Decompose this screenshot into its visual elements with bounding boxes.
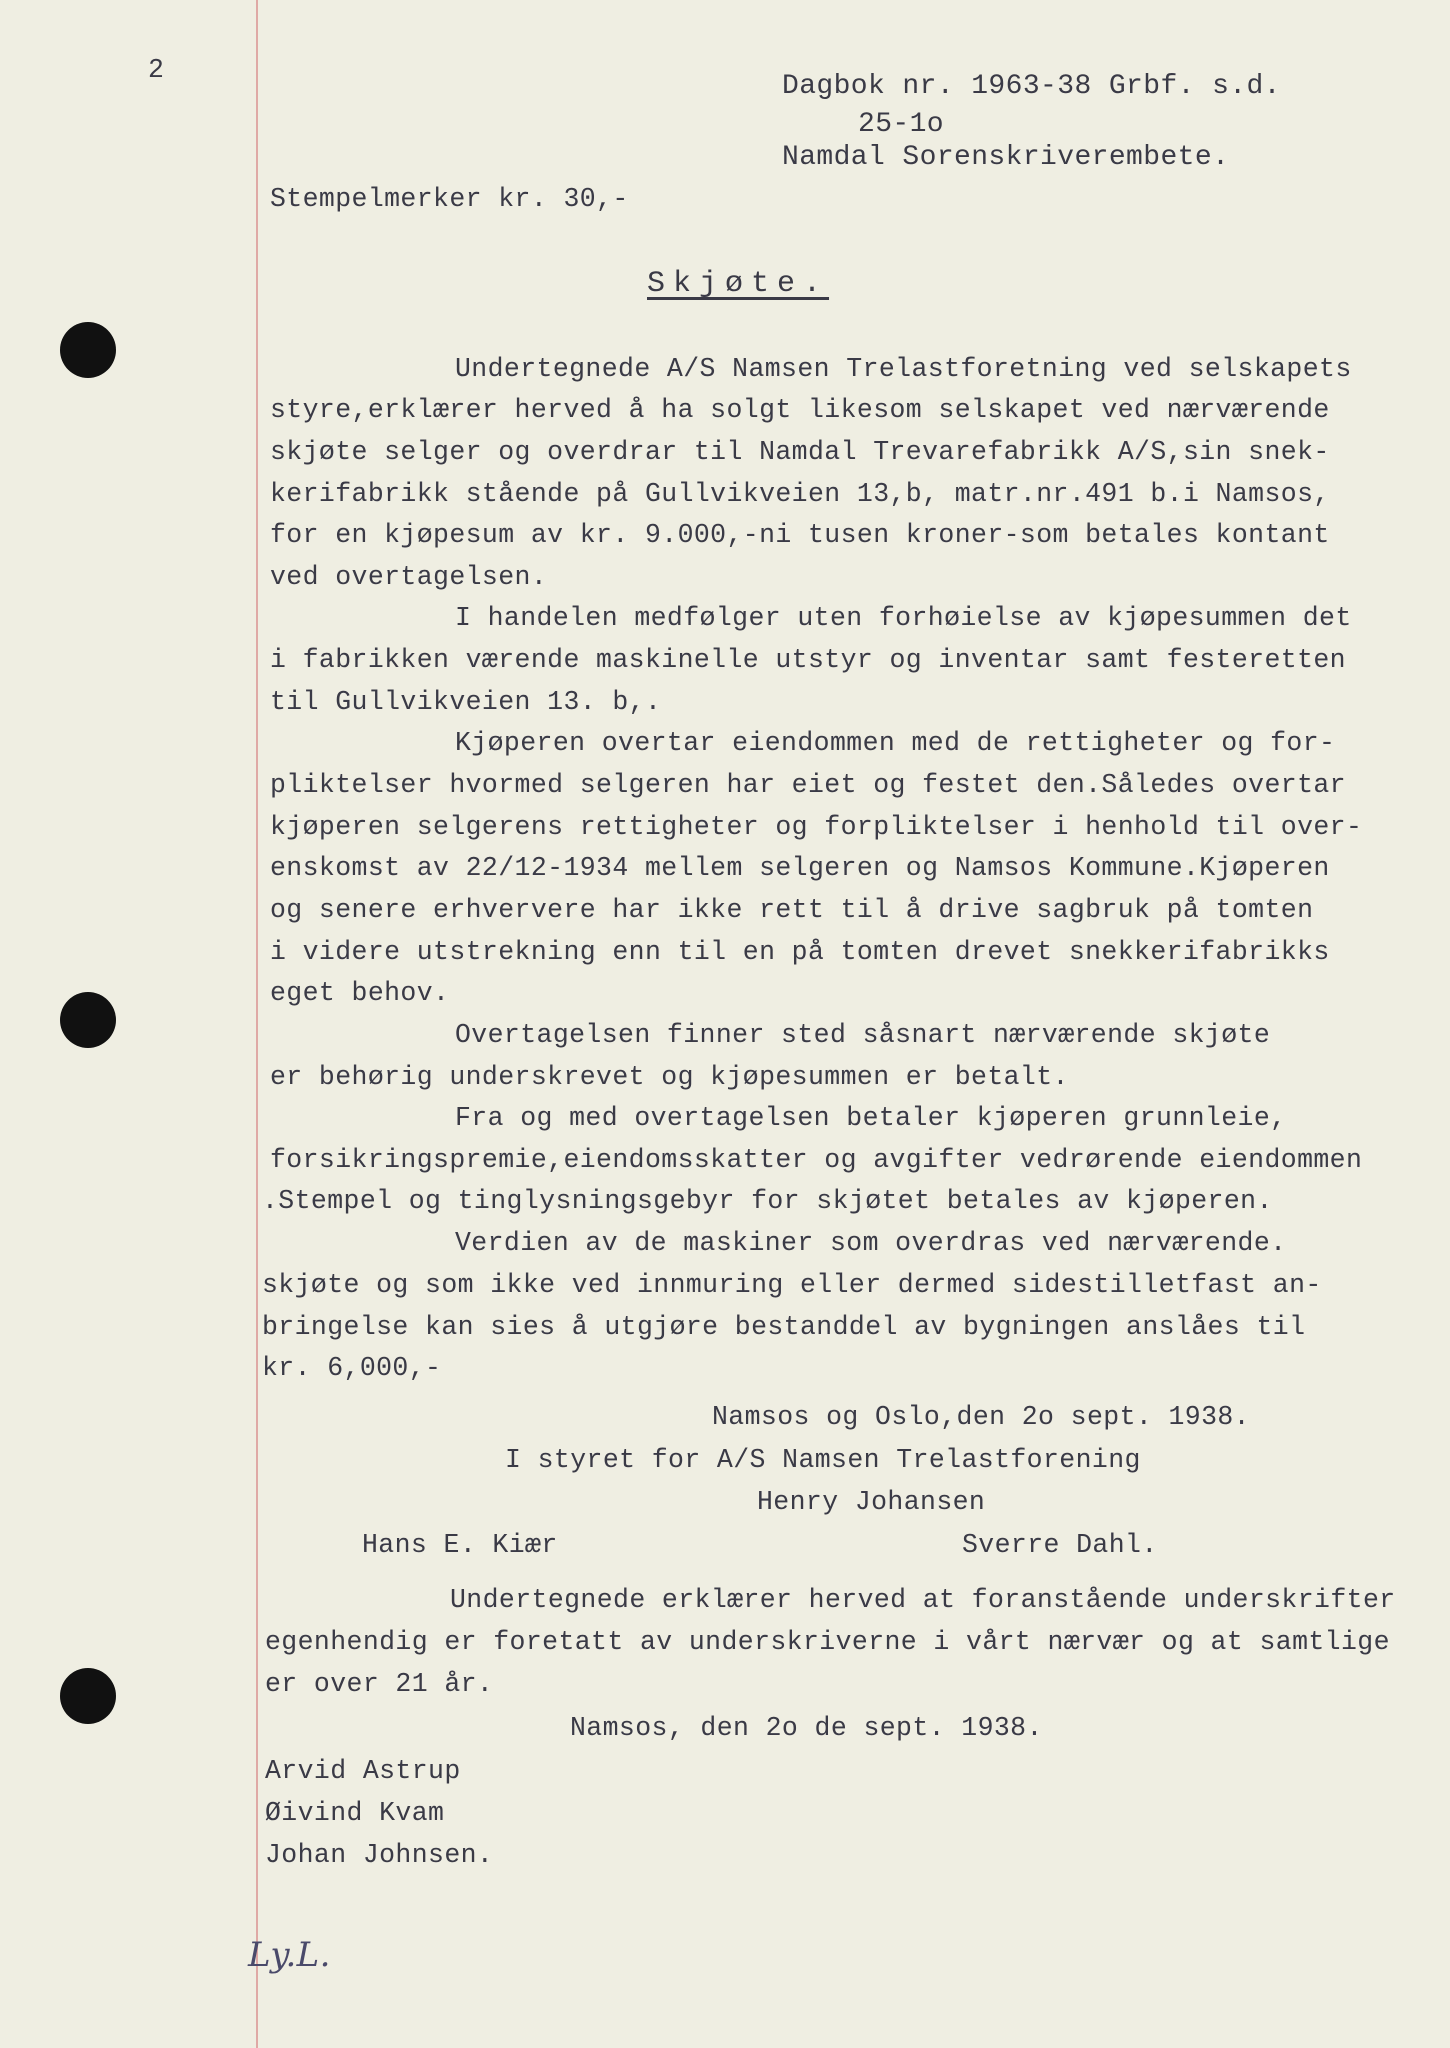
deed-line: ved overtagelsen. [270, 562, 548, 592]
signer-sverre-dahl: Sverre Dahl. [962, 1530, 1158, 1560]
deed-line: er behørig underskrevet og kjøpesummen er betalt. [270, 1062, 1069, 1092]
deed-line: bringelse kan sies å utgjøre bestanddel av bygningen anslåes til [262, 1312, 1306, 1342]
punch-hole-bottom [60, 1668, 116, 1724]
witness-name: Øivind Kvam [265, 1798, 445, 1828]
margin-rule [256, 0, 258, 2048]
witness-declaration-line: Undertegnede erklærer herved at foranstående underskrifter [450, 1585, 1396, 1615]
deed-line: styre,erklærer herved å ha solgt likesom selskapet ved nærværende [270, 395, 1330, 425]
deed-line: Fra og med overtagelsen betaler kjøperen grunnleie, [455, 1103, 1287, 1133]
witness-declaration-line: egenhendig er foretatt av underskriverne i vårt nærvær og at samtlige [265, 1627, 1390, 1657]
deed-line: forsikringspremie,eiendomsskatter og avgifter vedrørende eiendommen [270, 1145, 1363, 1175]
witness-declaration-line: er over 21 år. [265, 1669, 494, 1699]
signer-henry-johansen: Henry Johansen [757, 1487, 986, 1517]
deed-line: eget behov. [270, 978, 450, 1008]
punch-hole-middle [60, 992, 116, 1048]
deed-line: Undertegnede A/S Namsen Trelastforetning ved selskapets [455, 354, 1352, 384]
journal-number: Dagbok nr. 1963-38 Grbf. s.d. [782, 71, 1281, 102]
stamp-fee: Stempelmerker kr. 30,- [270, 184, 629, 214]
deed-line: skjøte selger og overdrar til Namdal Trevarefabrikk A/S,sin snek- [270, 437, 1330, 467]
deed-line: Verdien av de maskiner som overdras ved nærværende. [455, 1228, 1287, 1258]
deed-line: Kjøperen overtar eiendommen med de rettigheter og for- [455, 728, 1336, 758]
handwritten-initials: Ly.L. [248, 1935, 331, 1975]
deed-line: Overtagelsen finner sted såsnart nærværende skjøte [455, 1020, 1271, 1050]
signer-hans-kiaer: Hans E. Kiær [362, 1530, 558, 1560]
board-line: I styret for A/S Namsen Trelastforening [505, 1445, 1141, 1475]
deed-line: i fabrikken værende maskinelle utstyr og inventar samt festeretten [270, 645, 1346, 675]
document-title: Skjøte. [647, 267, 830, 301]
deed-line: kjøperen selgerens rettigheter og forpliktelser i henhold til over- [270, 812, 1363, 842]
punch-hole-top [60, 322, 116, 378]
witness-name: Johan Johnsen. [265, 1840, 494, 1870]
journal-date: 25-1o [858, 109, 945, 140]
deed-line: til Gullvikveien 13. b,. [270, 687, 662, 717]
deed-line: kerifabrikk stående på Gullvikveien 13,b, matr.nr.491 b.i Namsos, [270, 479, 1330, 509]
place-date-signing: Namsos og Oslo,den 2o sept. 1938. [712, 1402, 1250, 1432]
deed-line: enskomst av 22/12-1934 mellem selgeren og Namsos Kommune.Kjøperen [270, 853, 1330, 883]
page-number: 2 [148, 55, 165, 85]
court-office: Namdal Sorenskriverembete. [782, 142, 1230, 173]
deed-line: .Stempel og tinglysningsgebyr for skjøtet betales av kjøperen. [262, 1186, 1273, 1216]
deed-line: og senere erhververe har ikke rett til å drive sagbruk på tomten [270, 895, 1314, 925]
deed-line: for en kjøpesum av kr. 9.000,-ni tusen kroner-som betales kontant [270, 520, 1330, 550]
deed-line: skjøte og som ikke ved innmuring eller dermed sidestilletfast an- [262, 1270, 1322, 1300]
deed-line: pliktelser hvormed selgeren har eiet og festet den.Således overtar [270, 770, 1346, 800]
witness-name: Arvid Astrup [265, 1756, 461, 1786]
place-date-witness: Namsos, den 2o de sept. 1938. [570, 1713, 1043, 1743]
deed-line: i videre utstrekning enn til en på tomten drevet snekkerifabrikks [270, 937, 1330, 967]
deed-line: I handelen medfølger uten forhøielse av kjøpesummen det [455, 603, 1352, 633]
deed-line: kr. 6,000,- [262, 1353, 442, 1383]
